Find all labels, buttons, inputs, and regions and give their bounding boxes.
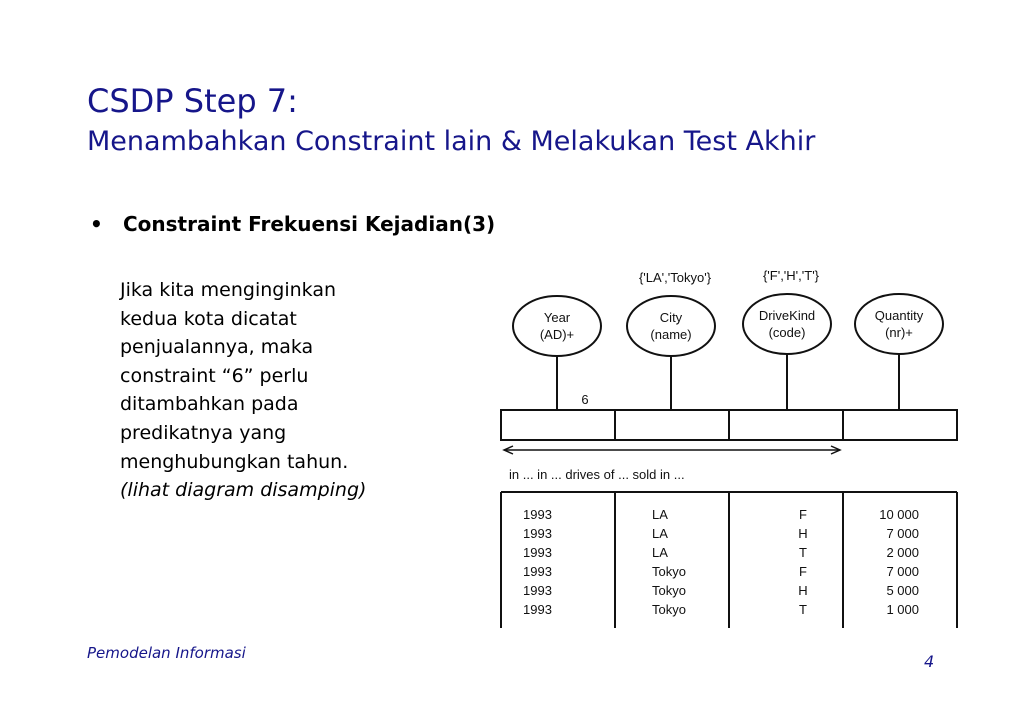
- cell-drivekind: F: [799, 564, 807, 579]
- fact-type-reading: in ... in ... drives of ... sold in ...: [509, 467, 685, 482]
- entity-year: [513, 296, 601, 356]
- city-value-constraint: {'LA','Tokyo'}: [638, 270, 712, 285]
- paragraph-line: predikatnya yang: [120, 421, 287, 444]
- table-row: [523, 507, 919, 522]
- page-number: 4: [924, 652, 935, 671]
- uniqueness-constraint-bar: [504, 446, 840, 454]
- cell-year: 1993: [523, 507, 552, 522]
- cell-year: 1993: [523, 564, 552, 579]
- role-box-year: [501, 410, 615, 440]
- cell-city: LA: [652, 507, 668, 522]
- entity-quantity-name: Quantity: [874, 308, 924, 323]
- entity-city: [627, 296, 715, 356]
- bullet-heading-text: Constraint Frekuensi Kejadian(3): [123, 212, 496, 236]
- cell-city: Tokyo: [652, 564, 686, 579]
- bullet-dot-icon: •: [90, 212, 103, 236]
- paragraph-line: kedua kota dicatat: [120, 307, 297, 330]
- paragraph-line: penjualannya, maka: [120, 336, 314, 359]
- entity-drivekind: [743, 294, 831, 354]
- drivekind-value-constraint: {'F','H','T'}: [762, 268, 820, 283]
- cell-quantity: 2 000: [886, 545, 919, 560]
- cell-year: 1993: [523, 602, 552, 617]
- cell-drivekind: T: [799, 545, 807, 560]
- cell-city: Tokyo: [652, 602, 686, 617]
- paragraph-line: constraint “6” perlu: [120, 364, 309, 387]
- table-row: [523, 526, 919, 541]
- cell-quantity: 7 000: [886, 526, 919, 541]
- bullet-heading: [90, 212, 495, 236]
- paragraph-line: ditambahkan pada: [120, 393, 299, 416]
- slide-subtitle: Menambahkan Constraint lain & Melakukan Test Akhir: [87, 126, 816, 157]
- population-table: [501, 492, 957, 628]
- entity-city-name: City: [659, 310, 683, 325]
- cell-quantity: 5 000: [886, 583, 919, 598]
- cell-year: 1993: [523, 583, 552, 598]
- paragraph-note: (lihat diagram disamping): [120, 479, 367, 502]
- entity-year-shape: [513, 296, 601, 356]
- fact-type-roles: [501, 410, 957, 440]
- cell-city: LA: [652, 545, 668, 560]
- table-row: [523, 602, 919, 617]
- role-box-drivekind: [729, 410, 843, 440]
- table-row: [523, 583, 919, 598]
- footer-course-name: Pemodelan Informasi: [87, 644, 246, 662]
- orm-diagram: [495, 260, 965, 635]
- cell-city: Tokyo: [652, 583, 686, 598]
- cell-year: 1993: [523, 545, 552, 560]
- entity-drivekind-shape: [743, 294, 831, 354]
- role-box-quantity: [843, 410, 957, 440]
- cell-drivekind: T: [799, 602, 807, 617]
- entity-drivekind-mode: (code): [768, 325, 806, 340]
- role-box-city: [615, 410, 729, 440]
- entity-year-name: Year: [543, 310, 571, 325]
- entity-city-shape: [627, 296, 715, 356]
- table-row: [523, 564, 919, 579]
- cell-year: 1993: [523, 526, 552, 541]
- table-row: [523, 545, 919, 560]
- entity-city-mode: (name): [650, 327, 692, 342]
- entity-quantity-shape: [855, 294, 943, 354]
- cell-drivekind: F: [799, 507, 807, 522]
- explanation-paragraph: [120, 276, 450, 505]
- entity-drivekind-name: DriveKind: [758, 308, 816, 323]
- entity-year-mode: (AD)+: [539, 327, 575, 342]
- entity-quantity-mode: (nr)+: [885, 325, 913, 340]
- paragraph-line: menghubungkan tahun.: [120, 450, 349, 473]
- entity-quantity: [855, 294, 943, 354]
- cell-city: LA: [652, 526, 668, 541]
- cell-quantity: 7 000: [886, 564, 919, 579]
- slide-title: CSDP Step 7:: [87, 82, 298, 120]
- cell-drivekind: H: [798, 583, 808, 598]
- frequency-constraint-label: 6: [581, 392, 589, 407]
- cell-quantity: 10 000: [879, 507, 919, 522]
- paragraph-line: Jika kita menginginkan: [120, 279, 337, 301]
- cell-quantity: 1 000: [886, 602, 919, 617]
- cell-drivekind: H: [798, 526, 808, 541]
